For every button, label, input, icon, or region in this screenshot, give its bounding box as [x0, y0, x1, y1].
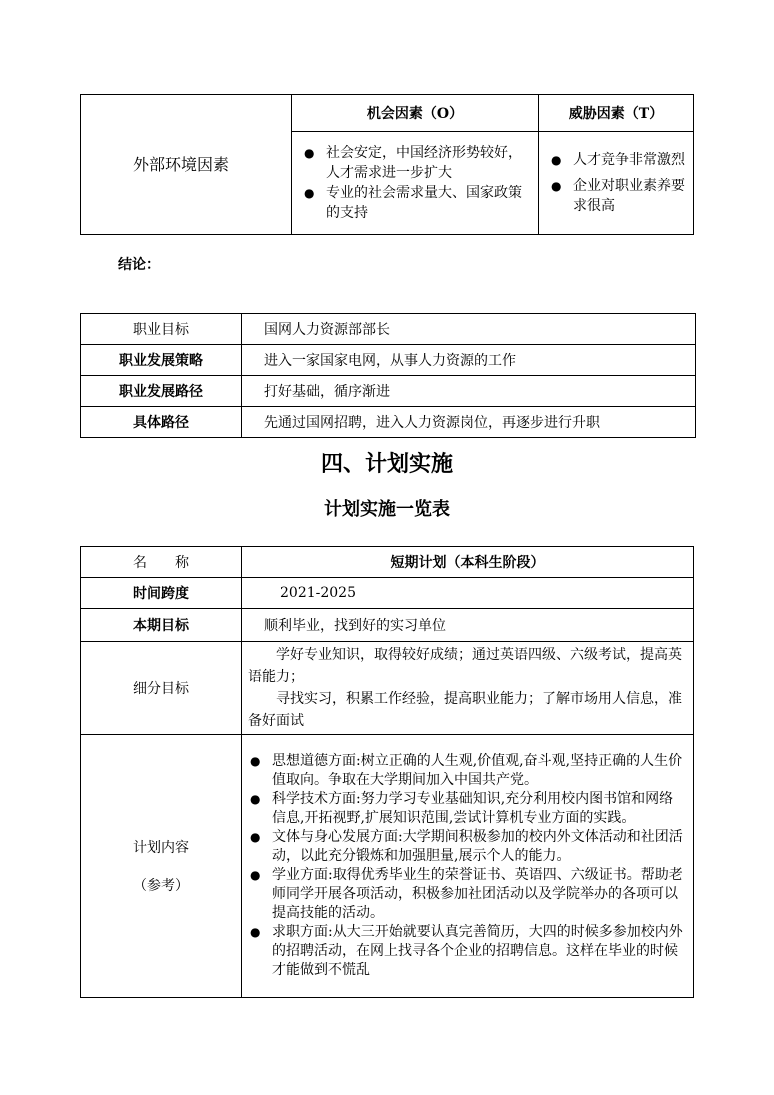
bullet-icon: ● — [250, 792, 261, 806]
opportunity-cell — [292, 132, 539, 235]
list-item — [250, 790, 687, 828]
content-item-text: 科学技术方面:努力学习专业基础知识,充分利用校内图书馆和网络信息,开拓视野,扩展知识范围,尝试计算机专业方面的实践。 — [272, 791, 674, 826]
threat-cell — [539, 132, 694, 235]
list-item — [250, 866, 687, 923]
content-label-cell — [81, 735, 242, 998]
external-factors-table — [80, 94, 694, 235]
table-row — [81, 314, 696, 345]
opportunity-text: 专业的社会需求量大、国家政策的支持 — [326, 185, 522, 221]
opportunity-text: 社会安定，中国经济形势较好，人才需求进一步扩大 — [326, 145, 522, 181]
content-note: （参考） — [133, 878, 189, 894]
detail-cell — [242, 642, 694, 735]
bullet-icon: ● — [250, 754, 261, 768]
career-value: 进入一家国家电网，从事人力资源的工作 — [242, 345, 696, 376]
career-key: 具体路径 — [81, 407, 242, 438]
conclusion-label: 结论： — [118, 257, 160, 273]
bullet-icon: ● — [551, 179, 562, 193]
content-item-text: 思想道德方面:树立正确的人生观,价值观,奋斗观,坚持正确的人生价值取向。争取在大学期间加入中国共产党。 — [272, 753, 683, 788]
section-title: 四、计划实施 — [320, 451, 453, 477]
bullet-icon: ● — [304, 146, 315, 160]
threat-text: 企业对职业素养要求很高 — [573, 178, 685, 214]
list-item — [545, 176, 687, 216]
content-label: 计划内容 — [133, 840, 189, 856]
goal-value: 顺利毕业，找到好的实习单位 — [242, 609, 694, 642]
bullet-icon: ● — [250, 925, 261, 939]
content-item-text: 求职方面:从大三开始就要认真完善简历，大四的时候多参加校内外的招聘活动，在网上找寻各个企业的招聘信息。这样在毕业的时候才能做到不慌乱 — [272, 924, 683, 978]
career-value: 国网人力资源部部长 — [242, 314, 696, 345]
detail-paragraph: 寻找实习，积累工作经验，提高职业能力；了解市场用人信息，准备好面试 — [248, 691, 682, 729]
career-table — [80, 313, 696, 438]
span-value: 2021-2025 — [242, 578, 694, 609]
table-row — [81, 642, 694, 735]
table-title: 计划实施一览表 — [324, 499, 450, 520]
content-item-text: 学业方面:取得优秀毕业生的荣誉证书、英语四、六级证书。帮助老师同学开展各项活动，积极参加社团活动以及学院举办的各项可以提高技能的活动。 — [272, 867, 683, 921]
detail-label: 细分目标 — [81, 642, 242, 735]
career-value: 打好基础，循序渐进 — [242, 376, 696, 407]
content-cell — [242, 735, 694, 998]
career-key: 职业发展策略 — [81, 345, 242, 376]
detail-paragraph: 学好专业知识，取得较好成绩；通过英语四级、六级考试，提高英语能力； — [248, 647, 682, 685]
bullet-icon: ● — [551, 153, 562, 167]
list-item — [250, 752, 687, 790]
table-row — [81, 407, 696, 438]
list-item — [298, 143, 532, 183]
list-item — [250, 828, 687, 866]
career-value: 先通过国网招聘，进入人力资源岗位，再逐步进行升职 — [242, 407, 696, 438]
table-row — [81, 735, 694, 998]
name-label: 名 称 — [81, 547, 242, 578]
opportunity-header: 机会因素（O） — [292, 95, 539, 132]
plan-table — [80, 546, 694, 998]
table-row — [81, 376, 696, 407]
career-key: 职业目标 — [81, 314, 242, 345]
threat-header: 威胁因素（T） — [539, 95, 694, 132]
table-row — [81, 345, 696, 376]
list-item — [545, 150, 687, 170]
bullet-icon: ● — [250, 830, 261, 844]
list-item — [250, 923, 687, 980]
bullet-icon: ● — [250, 868, 261, 882]
name-value: 短期计划（本科生阶段） — [242, 547, 694, 578]
bullet-icon: ● — [304, 186, 315, 200]
table-row — [81, 547, 694, 578]
goal-label: 本期目标 — [81, 609, 242, 642]
content-item-text: 文体与身心发展方面:大学期间积极参加的校内外文体活动和社团活动，以此充分锻炼和加强胆量,展示个人的能力。 — [272, 829, 683, 864]
external-factors-label: 外部环境因素 — [81, 95, 292, 235]
table-row — [81, 609, 694, 642]
career-key: 职业发展路径 — [81, 376, 242, 407]
list-item — [298, 183, 532, 223]
span-label: 时间跨度 — [81, 578, 242, 609]
threat-text: 人才竞争非常激烈 — [573, 152, 685, 168]
table-row — [81, 578, 694, 609]
